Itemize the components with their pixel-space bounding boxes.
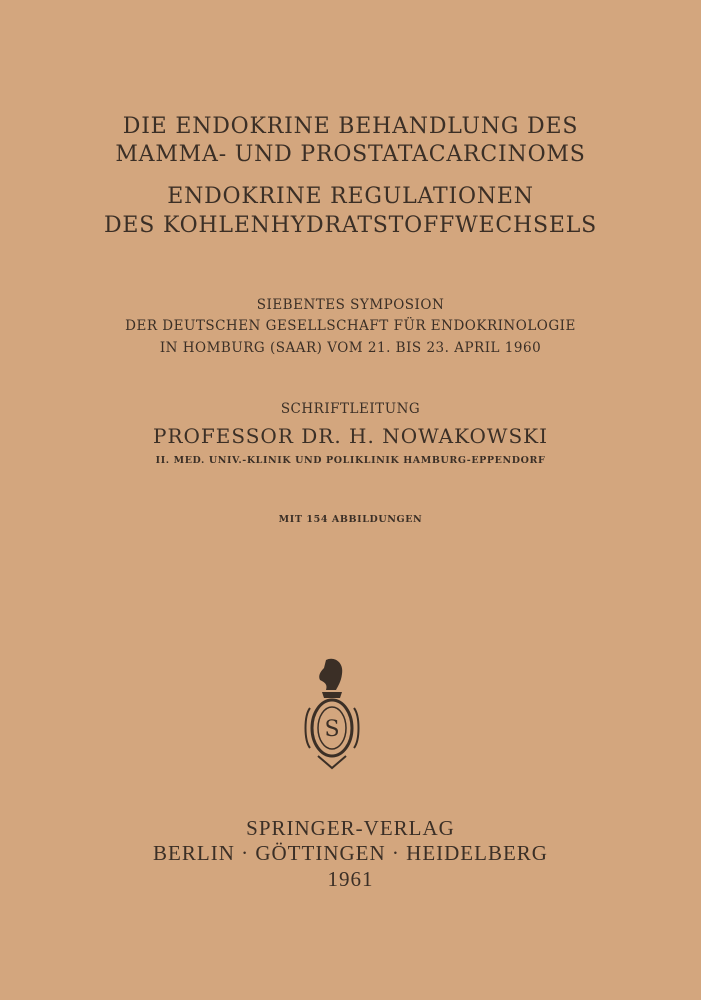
editor-affiliation: II. MED. UNIV.-KLINIK UND POLIKLINIK HAMBURG-EPPENDORF bbox=[155, 455, 546, 466]
publisher-name: SPRINGER-VERLAG bbox=[246, 816, 455, 840]
svg-text:S: S bbox=[324, 717, 340, 742]
symposium-line-3: IN HOMBURG (SAAR) VOM 21. BIS 23. APRIL 1960 bbox=[159, 340, 542, 356]
title-line-4: DES KOHLENHYDRATSTOFFWECHSELS bbox=[103, 213, 598, 238]
symposium-line-2: DER DEUTSCHEN GESELLSCHAFT FÜR ENDOKRINOLOGIE bbox=[125, 318, 576, 334]
symposium-line-1: SIEBENTES SYMPOSION bbox=[256, 297, 445, 313]
title-line-1: DIE ENDOKRINE BEHANDLUNG DES bbox=[122, 114, 579, 139]
illustrations-note: MIT 154 ABBILDUNGEN bbox=[278, 514, 423, 525]
publisher-cities: BERLIN · GÖTTINGEN · HEIDELBERG bbox=[153, 841, 548, 865]
springer-knight-logo-icon bbox=[304, 656, 360, 774]
publication-year: 1961 bbox=[327, 867, 374, 891]
editor-label: SCHRIFTLEITUNG bbox=[280, 401, 421, 417]
title-line-3: ENDOKRINE REGULATIONEN bbox=[167, 184, 534, 209]
editor-name: PROFESSOR DR. H. NOWAKOWSKI bbox=[152, 424, 549, 448]
title-line-2: MAMMA- UND PROSTATACARCINOMS bbox=[115, 142, 586, 167]
